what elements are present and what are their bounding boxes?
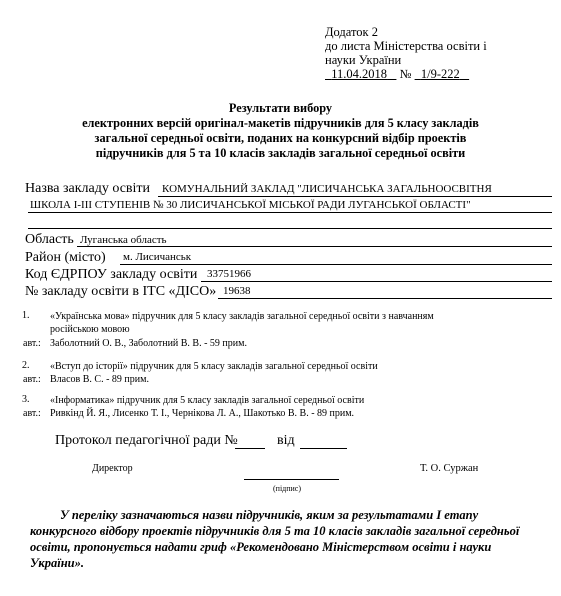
school-underline-2 bbox=[28, 212, 552, 213]
director-label: Директор bbox=[92, 463, 133, 474]
book-1-author-label: авт.: bbox=[23, 338, 41, 349]
book-3-number: 3. bbox=[22, 394, 30, 405]
protocol-text: Протокол педагогічної ради № bbox=[55, 433, 238, 448]
book-1-authors: Заболотний О. В., Заболотний В. В. - 59 прим. bbox=[50, 338, 247, 349]
annex-date: 11.04.2018 bbox=[331, 67, 388, 81]
closing-note: У переліку зазначаються назви підручників, яким за результатами І етапу конкурсного відбору проектів підручників для 5 та 10 класів закладів загальної середньої освіти, пропонується надати гриф «Рекомендовано Міністерством освіти і науки України». bbox=[30, 508, 520, 570]
region-label: Область bbox=[25, 232, 74, 247]
edrpou-value: 33751966 bbox=[207, 268, 251, 280]
its-underline bbox=[218, 298, 552, 299]
region-underline bbox=[77, 246, 552, 247]
school-underline-3 bbox=[28, 228, 552, 229]
title-line-2: електронних версій оригінал-макетів підручників для 5 класу закладів bbox=[82, 116, 479, 130]
annex-line-1: Додаток 2 bbox=[325, 25, 378, 39]
protocol-date-line bbox=[300, 448, 347, 449]
its-label: № закладу освіти в ІТС «ДІСО» bbox=[25, 284, 217, 299]
signature-caption: (підпис) bbox=[273, 484, 302, 493]
school-label: Назва закладу освіти bbox=[25, 181, 151, 196]
director-name: Т. О. Суржан bbox=[420, 463, 479, 474]
title-line-4: підручників для 5 та 10 класів закладів загальної середньої освіти bbox=[95, 146, 466, 160]
edrpou-underline bbox=[201, 281, 552, 282]
annex-line-2: до листа Міністерства освіти і bbox=[325, 39, 487, 53]
protocol-number-line bbox=[235, 448, 265, 449]
title-line-3: загальної середньої освіти, поданих на конкурсний відбір проектів bbox=[94, 131, 467, 145]
signature-line bbox=[244, 479, 339, 480]
its-value: 19638 bbox=[223, 285, 251, 297]
district-underline bbox=[120, 264, 552, 265]
district-value: м. Лисичанськ bbox=[123, 251, 192, 263]
title-line-1: Результати вибору bbox=[228, 101, 333, 115]
school-underline-1 bbox=[158, 196, 552, 197]
book-1-line-2: російською мовою bbox=[50, 324, 130, 335]
book-2-authors: Власов В. С. - 89 прим. bbox=[50, 374, 149, 385]
protocol-from: від bbox=[277, 433, 295, 448]
book-3-authors: Ривкінд Й. Я., Лисенко Т. І., Чернікова Л. А., Шакотько В. В. - 89 прим. bbox=[50, 408, 355, 419]
book-2-number: 2. bbox=[22, 360, 30, 371]
school-value-2: ШКОЛА І-ІІІ СТУПЕНІВ № 30 ЛИСИЧАНСЬКОЇ МІСЬКОЇ РАДИ ЛУГАНСЬКОЇ ОБЛАСТІ" bbox=[30, 199, 471, 211]
district-label: Район (місто) bbox=[25, 250, 106, 265]
book-3-author-label: авт.: bbox=[23, 408, 41, 419]
book-3-line-1: «Інформатика» підручник для 5 класу закладів загальної середньої освіти bbox=[50, 395, 365, 406]
annex-date-number bbox=[325, 67, 545, 81]
school-value-1: КОМУНАЛЬНИЙ ЗАКЛАД "ЛИСИЧАНСЬКА ЗАГАЛЬНООСВІТНЯ bbox=[162, 183, 492, 195]
book-1-line-1: «Українська мова» підручник для 5 класу закладів загальної середньої освіти з навчанням bbox=[50, 311, 434, 322]
annex-note bbox=[325, 25, 545, 81]
book-2-line-1: «Вступ до історії» підручник для 5 класу закладів загальної середньої освіти bbox=[50, 361, 378, 372]
book-1-number: 1. bbox=[22, 310, 30, 321]
book-2-author-label: авт.: bbox=[23, 374, 41, 385]
region-value: Луганська область bbox=[80, 234, 167, 246]
document-title bbox=[0, 101, 561, 161]
annex-line-3: науки України bbox=[325, 53, 402, 67]
edrpou-label: Код ЄДРПОУ закладу освіти bbox=[25, 267, 198, 282]
annex-number: 1/9-222 bbox=[420, 67, 460, 81]
annex-number-label: № bbox=[399, 67, 412, 81]
